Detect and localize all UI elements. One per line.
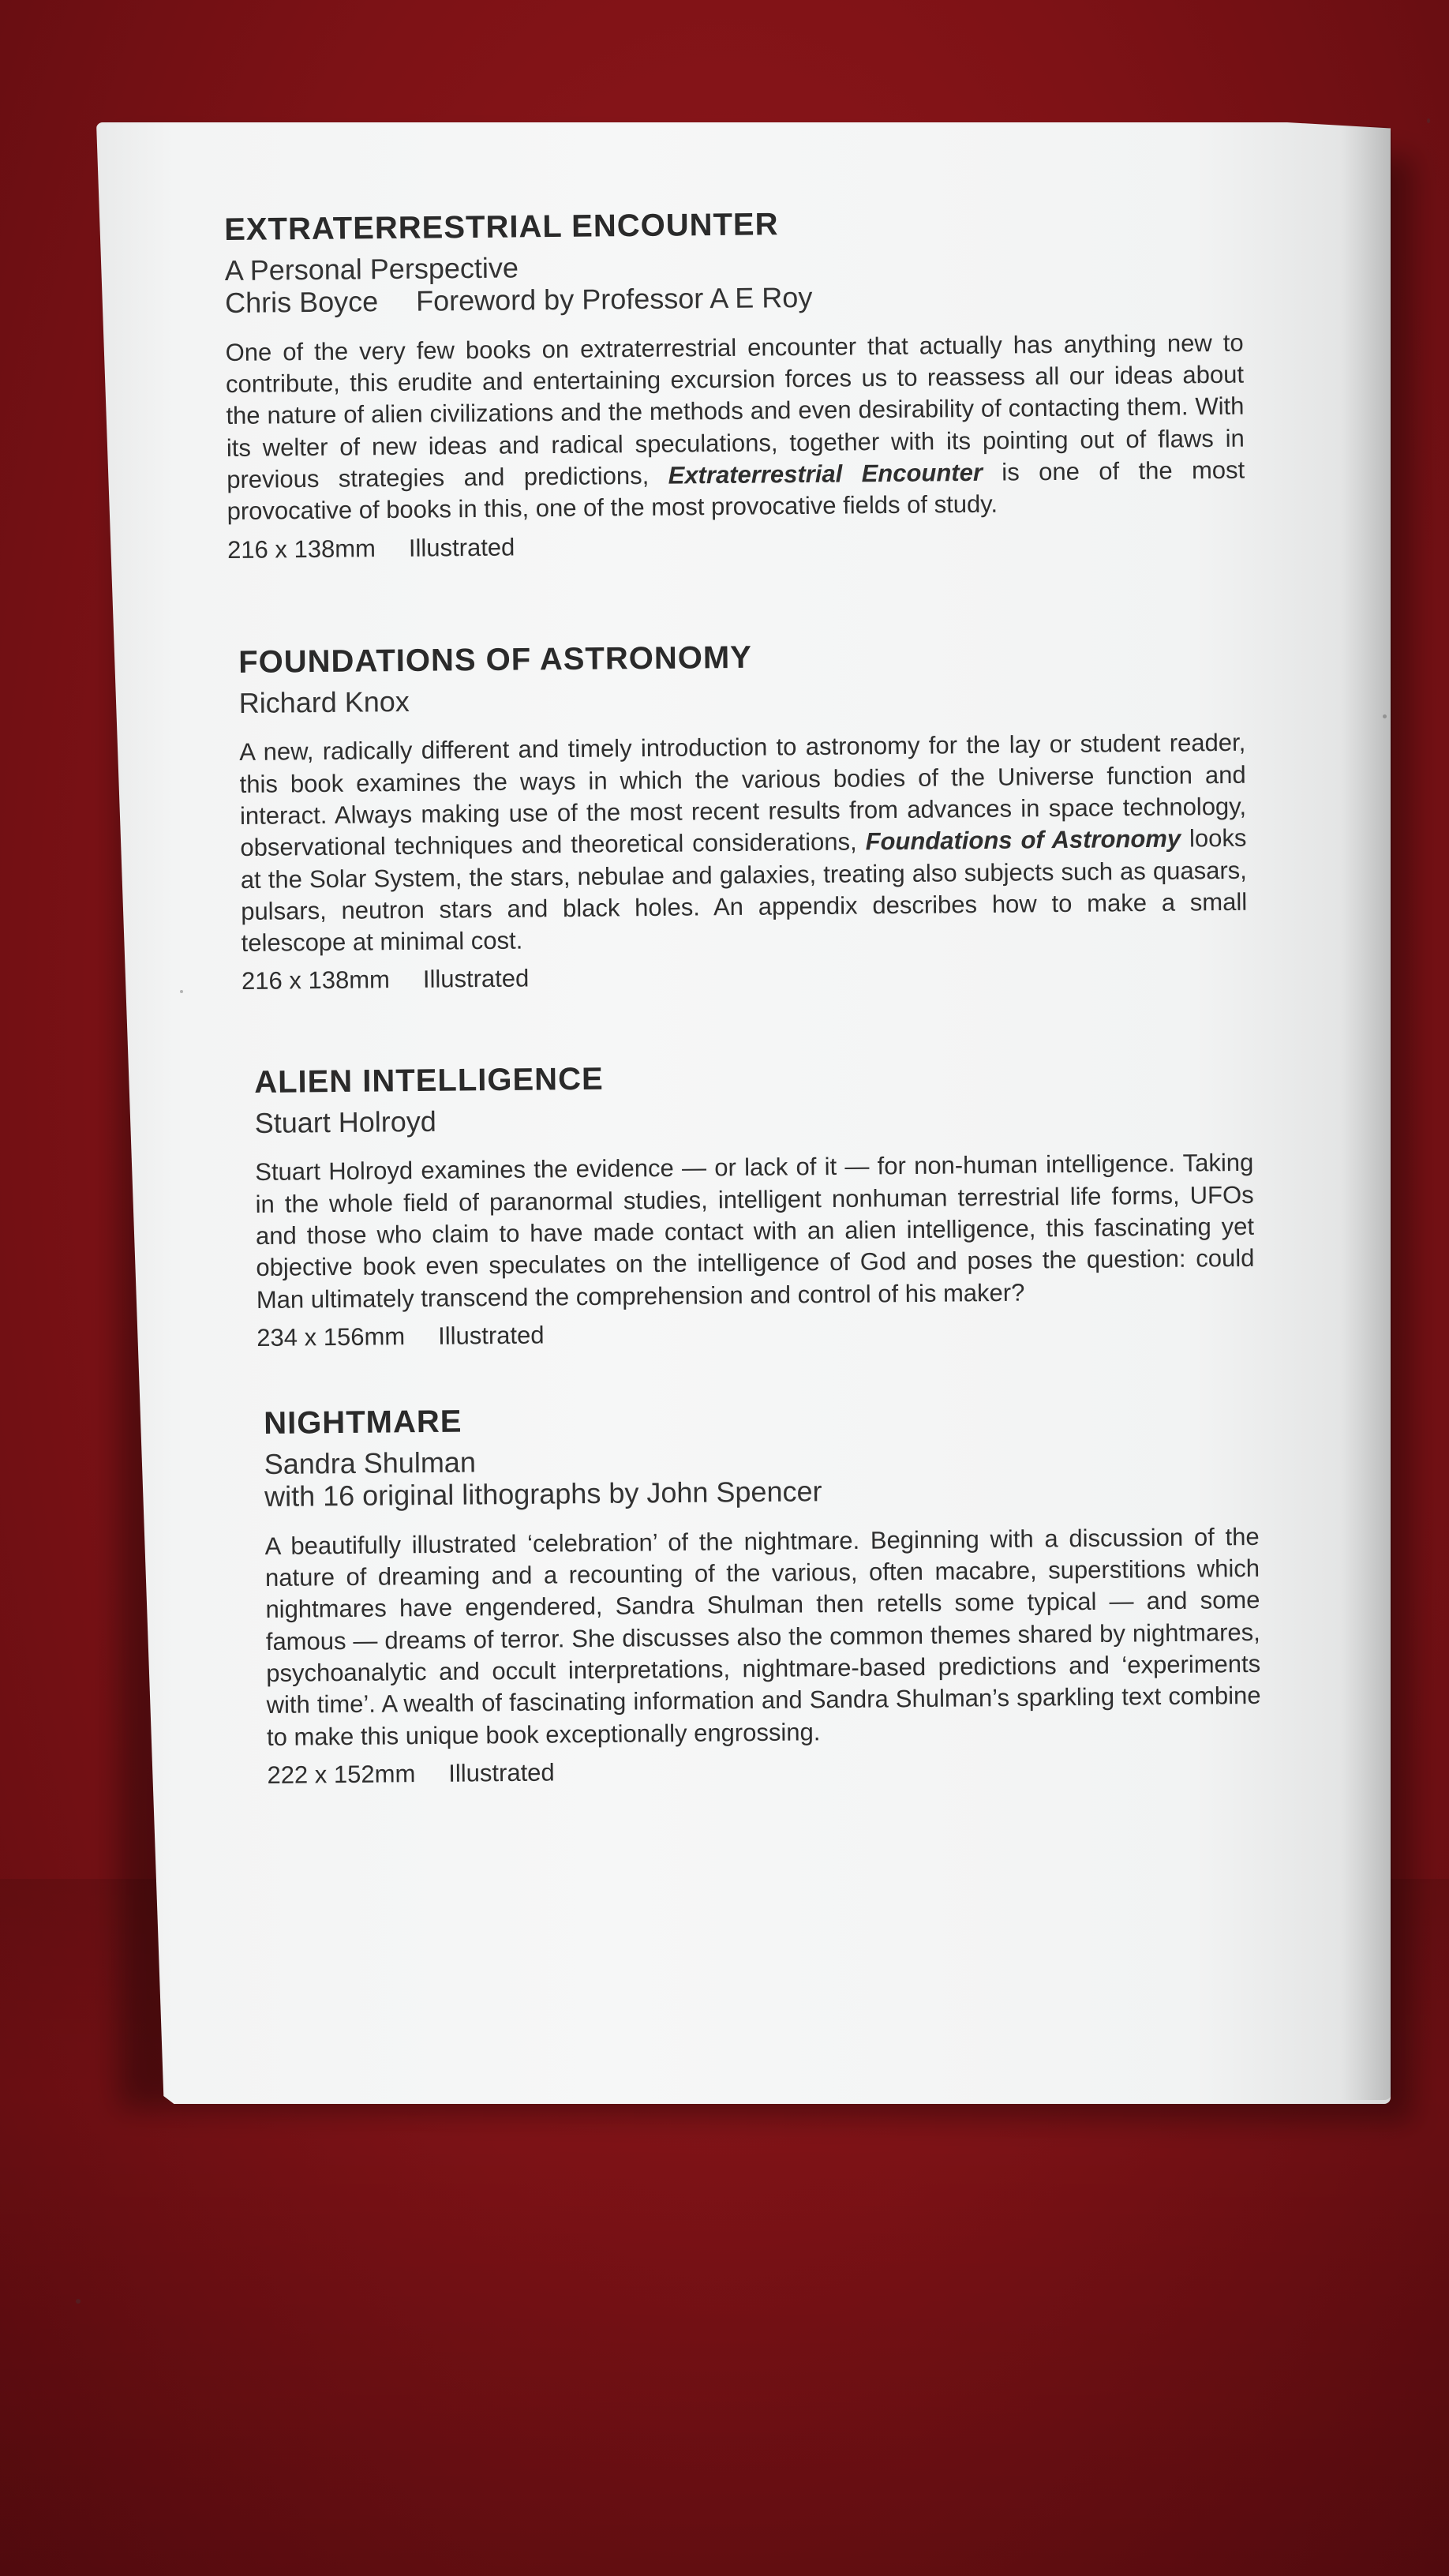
- book-entry-alien-intelligence: [254, 1056, 1255, 1352]
- entry-author: Richard Knox: [238, 684, 410, 719]
- entry-meta: [256, 1314, 1255, 1352]
- description-book-title: Foundations of Astronomy: [865, 824, 1181, 856]
- entry-meta: [267, 1752, 1261, 1790]
- entry-meta: [227, 526, 1245, 564]
- book-entry-extraterrestrial-encounter: [224, 204, 1245, 564]
- entry-size: 216 x 138mm: [241, 966, 391, 996]
- entry-title: FOUNDATIONS OF ASTRONOMY: [238, 639, 753, 680]
- description-text: One of the very few books on extraterrestrial encounter that actually has anything new to contribute, this erudite and entertaining excursion forces us to reassess all our ideas about the nature of alien civilizations and the methods and even desirability of contacting them. With its welter of new ideas and radical speculations, together with its pointing out of flaws in previous strategies and predictions,: [225, 328, 1245, 493]
- entry-description: Stuart Holroyd examines the evidence — or lack of it — for non-human intelligence. Taking in the whole field of paranormal studies, intelligent nonhuman terrestrial life forms, UFOs and those who claim to have made contact with an alien intelligence, this fascinating yet objective book even speculates on the intelligence of God and poses the question: could Man ultimately transcend the comprehension and control of his maker?: [255, 1149, 1255, 1314]
- description-text: looks at the Solar System, the stars, nebulae and galaxies, treating also subjects such as quasars, pulsars, neutron stars and black holes. An appendix describes how to make a small telescope at minimal cost.: [240, 824, 1248, 958]
- entry-author: Stuart Holroyd: [254, 1104, 436, 1139]
- entry-credit: with 16 original lithographs by John Spencer: [264, 1475, 822, 1513]
- entry-note: Illustrated: [422, 964, 530, 994]
- entry-size: 234 x 156mm: [256, 1322, 406, 1352]
- entry-description: [239, 727, 1248, 959]
- entry-author: Sandra Shulman: [264, 1445, 477, 1480]
- description-text: A new, radically different and timely introduction to astronomy for the lay or student reader, this book examines the ways in which the various bodies of the Universe function and interact. Always making use of the most recent results from advances in space technology, observational techniques and theoretical considerations,: [239, 729, 1247, 862]
- entry-foreword: Foreword by Professor A E Roy: [415, 281, 813, 318]
- entry-note: Illustrated: [408, 533, 515, 562]
- description-text: is one of the most provocative of books in this, one of the most provocative fields of study.: [227, 456, 1245, 526]
- entry-size: 222 x 152mm: [267, 1760, 416, 1789]
- description-book-title: Extraterrestrial Encounter: [668, 458, 983, 489]
- entry-subtitle: A Personal Perspective: [224, 251, 519, 287]
- entry-size: 216 x 138mm: [227, 534, 376, 564]
- entry-note: Illustrated: [448, 1758, 555, 1787]
- entry-title: NIGHTMARE: [263, 1404, 462, 1441]
- entry-author: Chris Boyce: [224, 285, 379, 320]
- entry-meta: [242, 958, 1248, 996]
- book-entry-foundations-of-astronomy: [238, 636, 1248, 996]
- entry-note: Illustrated: [437, 1321, 545, 1350]
- book-entry-nightmare: [264, 1397, 1262, 1790]
- entry-description: [226, 327, 1245, 527]
- entry-title: ALIEN INTELLIGENCE: [253, 1061, 604, 1100]
- entry-title: EXTRATERRESTRIAL ENCOUNTER: [223, 207, 779, 247]
- entry-description: A beautifully illustrated ‘celebration’ of the nightmare. Beginning with a discussion of the nature of dreaming and a recounting of the various, often macabre, superstitions which nightmares have engendered, Sandra Shulman then retells some typical — and some famous — dreams of terror. She discusses also the common themes shared by nightmares, psychoanalytic and occult interpretations, nightmare-based predictions and ‘experiments with time’. A wealth of fascinating information and Sandra Shulman’s sparkling text combine to make this unique book exceptionally engrossing.: [264, 1522, 1261, 1751]
